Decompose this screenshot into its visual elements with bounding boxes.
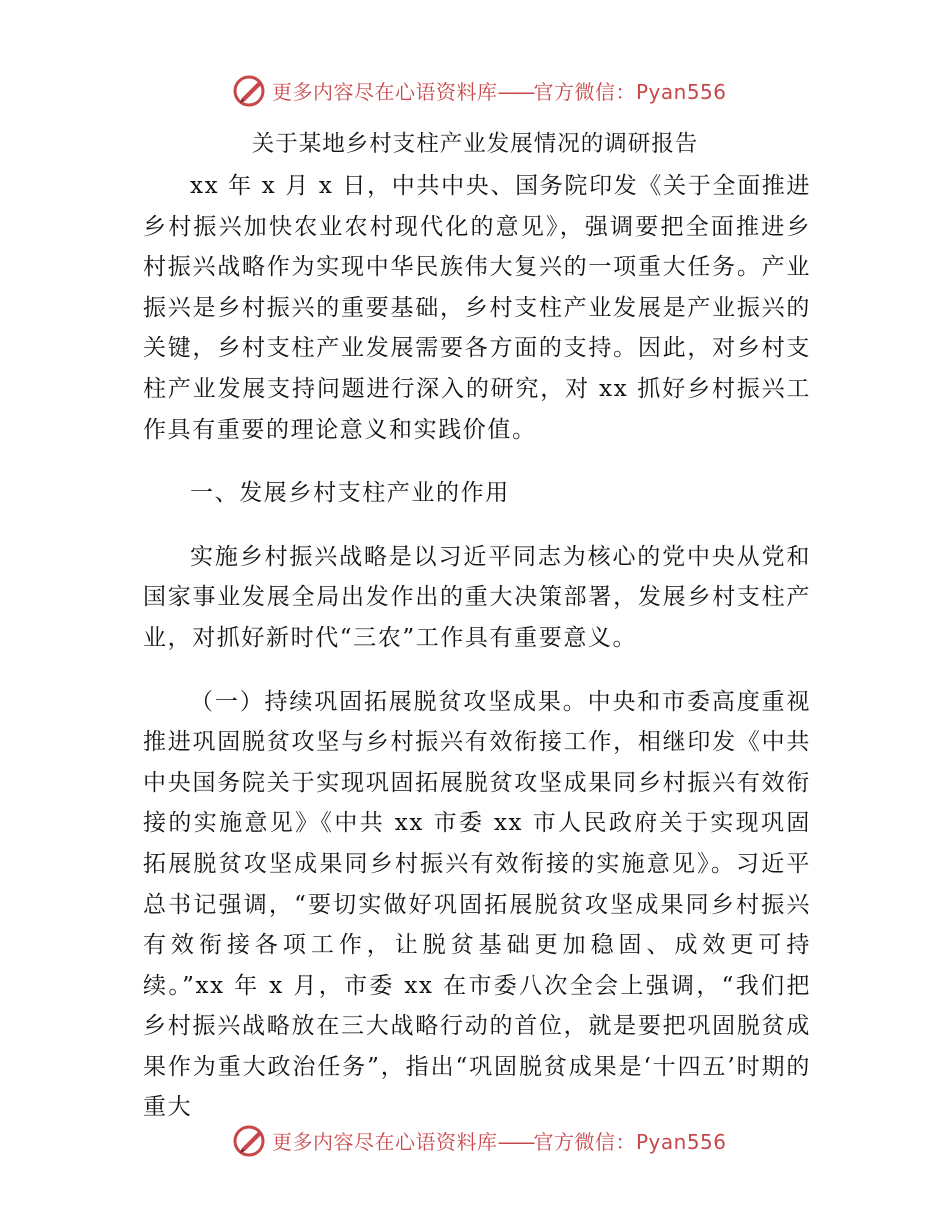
- watermark-text: 更多内容尽在心语资料库——官方微信：Pyan556: [272, 79, 727, 104]
- pen-logo-icon: [232, 1122, 268, 1158]
- watermark-footer: [0, 1120, 950, 1160]
- paragraph-intro: xx 年 x 月 x 日，中共中央、国务院印发《关于全面推进乡村振兴加快农业农村现代化的意见》，强调要把全面推进乡村振兴战略作为实现中华民族伟大复兴的一项重大任务。产业振兴是乡村振兴的重要基础，乡村支柱产业发展是产业振兴的关键，乡村支柱产业发展需要各方面的支持。因此，对乡村支柱产业发展支持问题进行深入的研究，对 xx 抓好乡村振兴工作具有重要的理论意义和实践价值。: [143, 173, 811, 443]
- paragraph-subsection-1: （一）持续巩固拓展脱贫攻坚成果。中央和市委高度重视推进巩固脱贫攻坚与乡村振兴有效衔接工作，相继印发《中共中央国务院关于实现巩固拓展脱贫攻坚成果同乡村振兴有效衔接的实施意见》《中共 xx 市委 xx 市人民政府关于实现巩固拓展脱贫攻坚成果同乡村振兴有效衔接的实施意见》。习近平总书记强调，“要切实做好巩固拓展脱贫攻坚成果同乡村振兴有效衔接各项工作，让脱贫基础更加稳固、成效更可持续。”xx 年 x 月，市委 xx 在市委八次全会上强调，“我们把乡村振兴战略放在三大战略行动的首位，就是要把巩固脱贫成果作为重大政治任务”，指出“巩固脱贫成果是‘十四五’时期的重大: [143, 688, 811, 1121]
- document-title: 关于某地乡村支柱产业发展情况的调研报告: [251, 131, 699, 157]
- paragraph-section-1: 实施乡村振兴战略是以习近平同志为核心的党中央从党和国家事业发展全局出发作出的重大决策部署，发展乡村支柱产业，对抓好新时代“三农”工作具有重要意义。: [143, 543, 811, 651]
- pen-logo-icon: [232, 72, 268, 108]
- document-body: [143, 166, 811, 1128]
- section-heading-1: 一、发展乡村支柱产业的作用: [190, 480, 510, 507]
- watermark-header: [0, 70, 950, 110]
- watermark-text: 更多内容尽在心语资料库——官方微信：Pyan556: [272, 1129, 727, 1154]
